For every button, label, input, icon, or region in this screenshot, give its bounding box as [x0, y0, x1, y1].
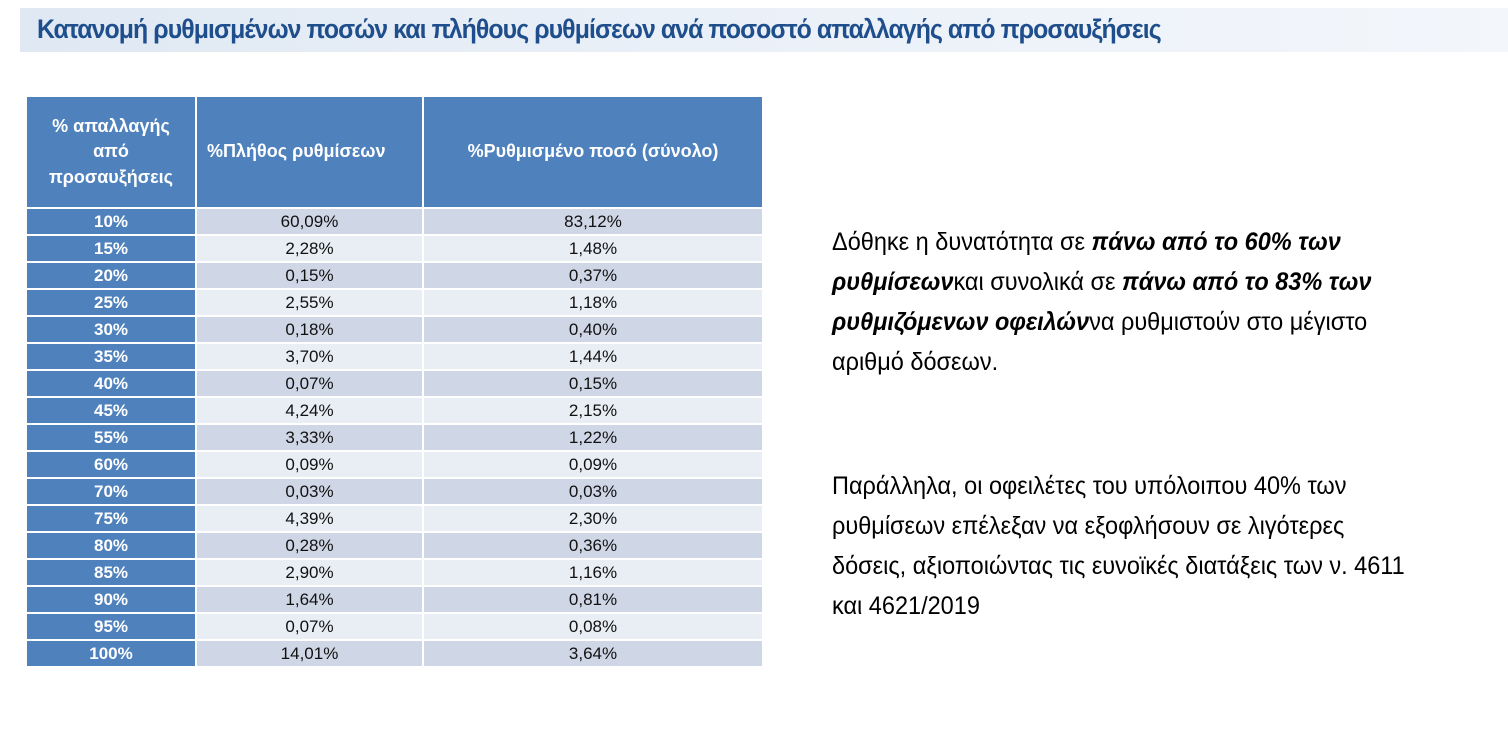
- row-discount-pct: 20%: [26, 262, 196, 289]
- row-amount-pct: 0,08%: [423, 613, 763, 640]
- distribution-table: [25, 95, 764, 668]
- row-amount-pct: 1,48%: [423, 235, 763, 262]
- p1-text-2: και συνολικά σε: [953, 268, 1123, 296]
- row-discount-pct: 45%: [26, 397, 196, 424]
- row-amount-pct: 0,36%: [423, 532, 763, 559]
- p1-text-1: Δόθηκε η δυνατότητα σε: [832, 228, 1092, 256]
- table-row: [26, 208, 763, 235]
- table-row: [26, 559, 763, 586]
- row-count-pct: 0,28%: [196, 532, 423, 559]
- table-row: [26, 640, 763, 667]
- table-row: [26, 343, 763, 370]
- row-count-pct: 2,90%: [196, 559, 423, 586]
- row-count-pct: 0,07%: [196, 613, 423, 640]
- row-discount-pct: 60%: [26, 451, 196, 478]
- row-count-pct: 14,01%: [196, 640, 423, 667]
- row-count-pct: 2,55%: [196, 289, 423, 316]
- row-discount-pct: 75%: [26, 505, 196, 532]
- row-discount-pct: 15%: [26, 235, 196, 262]
- row-amount-pct: 0,03%: [423, 478, 763, 505]
- row-count-pct: 4,24%: [196, 397, 423, 424]
- row-discount-pct: 25%: [26, 289, 196, 316]
- p1-emphasis-1: πάνω από το 60% των ρυθμίσεων: [832, 228, 1341, 296]
- table-row: [26, 478, 763, 505]
- table-body: [26, 208, 763, 667]
- table-row: [26, 316, 763, 343]
- table-row: [26, 613, 763, 640]
- row-count-pct: 0,03%: [196, 478, 423, 505]
- table-row: [26, 397, 763, 424]
- header-amount-pct: %Ρυθμισμένο ποσό (σύνολο): [423, 96, 763, 208]
- row-count-pct: 3,70%: [196, 343, 423, 370]
- row-count-pct: 2,28%: [196, 235, 423, 262]
- row-count-pct: 0,15%: [196, 262, 423, 289]
- row-discount-pct: 100%: [26, 640, 196, 667]
- row-amount-pct: 0,09%: [423, 451, 763, 478]
- row-amount-pct: 1,18%: [423, 289, 763, 316]
- row-amount-pct: 83,12%: [423, 208, 763, 235]
- p1-text-3: να ρυθμιστούν στο μέγιστο αριθμό δόσεων.: [832, 308, 1368, 376]
- table-row: [26, 451, 763, 478]
- row-discount-pct: 40%: [26, 370, 196, 397]
- row-discount-pct: 85%: [26, 559, 196, 586]
- row-amount-pct: 1,16%: [423, 559, 763, 586]
- table-row: [26, 370, 763, 397]
- page-title: Κατανομή ρυθμισμένων ποσών και πλήθους ρυθμίσεων ανά ποσοστό απαλλαγής από προσαυξήσεις: [37, 14, 1161, 44]
- row-discount-pct: 80%: [26, 532, 196, 559]
- row-amount-pct: 1,22%: [423, 424, 763, 451]
- table-row: [26, 235, 763, 262]
- row-count-pct: 0,09%: [196, 451, 423, 478]
- table-row: [26, 532, 763, 559]
- header-discount-pct: % απαλλαγής από προσαυξήσεις: [26, 96, 196, 208]
- row-count-pct: 0,07%: [196, 370, 423, 397]
- row-amount-pct: 1,44%: [423, 343, 763, 370]
- row-discount-pct: 55%: [26, 424, 196, 451]
- row-discount-pct: 95%: [26, 613, 196, 640]
- row-count-pct: 1,64%: [196, 586, 423, 613]
- table-row: [26, 289, 763, 316]
- row-count-pct: 60,09%: [196, 208, 423, 235]
- row-count-pct: 0,18%: [196, 316, 423, 343]
- row-discount-pct: 30%: [26, 316, 196, 343]
- row-amount-pct: 0,81%: [423, 586, 763, 613]
- row-discount-pct: 70%: [26, 478, 196, 505]
- table-header-row: [26, 96, 763, 208]
- row-amount-pct: 0,15%: [423, 370, 763, 397]
- table-row: [26, 424, 763, 451]
- row-amount-pct: 0,37%: [423, 262, 763, 289]
- row-amount-pct: 3,64%: [423, 640, 763, 667]
- row-amount-pct: 2,15%: [423, 397, 763, 424]
- row-discount-pct: 90%: [26, 586, 196, 613]
- row-count-pct: 4,39%: [196, 505, 423, 532]
- summary-paragraph-1: [832, 222, 1415, 382]
- table-row: [26, 505, 763, 532]
- title-bar: [20, 8, 1508, 52]
- row-discount-pct: 35%: [26, 343, 196, 370]
- summary-paragraph-2: Παράλληλα, οι οφειλέτες του υπόλοιπου 40% των ρυθμίσεων επέλεξαν να εξοφλήσουν σε λιγότερες δόσεις, αξιοποιώντας τις ευνοϊκές διατάξεις των ν. 4611 και 4621/2019: [832, 472, 1405, 620]
- header-count-pct: %Πλήθος ρυθμίσεων: [196, 96, 423, 208]
- row-count-pct: 3,33%: [196, 424, 423, 451]
- table-row: [26, 262, 763, 289]
- row-amount-pct: 0,40%: [423, 316, 763, 343]
- table-row: [26, 586, 763, 613]
- row-amount-pct: 2,30%: [423, 505, 763, 532]
- p1-emphasis-2: πάνω από το 83% των ρυθμιζόμενων οφειλών: [832, 268, 1372, 336]
- row-discount-pct: 10%: [26, 208, 196, 235]
